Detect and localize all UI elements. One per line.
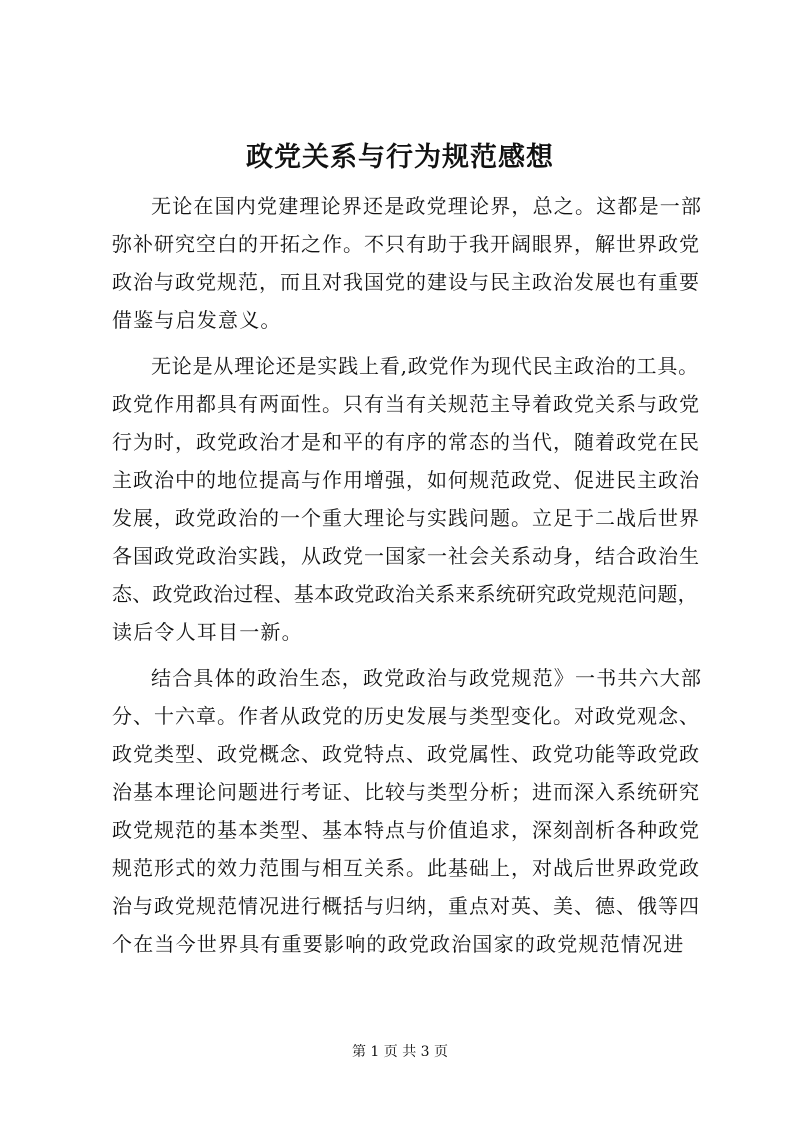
paragraph-3 <box>112 659 702 963</box>
text-line: 主政治中的地位提高与作用增强，如何规范政党、促进民主政治 <box>112 468 700 492</box>
text-line: 态、政党政治过程、基本政党政治关系来系统研究政党规范问题， <box>112 582 698 606</box>
text-line: 读后令人耳目一新。 <box>112 620 303 644</box>
text-line: 个在当今世界具有重要影响的政党政治国家的政党规范情况进 <box>112 932 685 956</box>
page-number-label: 第 1 页 共 3 页 <box>351 1044 449 1060</box>
document-body <box>112 187 702 971</box>
text-line: 发展，政党政治的一个重大理论与实践问题。立足于二战后世界 <box>112 506 700 530</box>
text-line: 借鉴与启发意义。 <box>112 308 282 332</box>
document-title: 政党关系与行为规范感想 <box>246 142 554 173</box>
text-line: 规范形式的效力范围与相互关系。此基础上，对战后世界政党政 <box>112 856 700 880</box>
text-line: 政党类型、政党概念、政党特点、政党属性、政党功能等政党政 <box>112 742 700 766</box>
text-line: 无论在国内党建理论界还是政党理论界，总之。这都是一部 <box>151 194 703 218</box>
text-line: 分、十六章。作者从政党的历史发展与类型变化。对政党观念、 <box>112 704 700 728</box>
paragraph-1 <box>112 187 702 339</box>
text-line: 政党规范的基本类型、基本特点与价值追求，深刻剖析各种政党 <box>112 818 700 842</box>
text-line: 无论是从理论还是实践上看,政党作为现代民主政治的工具。 <box>151 354 699 378</box>
text-line: 各国政党政治实践，从政党一国家一社会关系动身，结合政治生 <box>112 544 700 568</box>
page-footer <box>0 1042 800 1062</box>
text-line: 政党作用都具有两面性。只有当有关规范主导着政党关系与政党 <box>112 392 700 416</box>
text-line: 结合具体的政治生态，政党政治与政党规范》一书共六大部 <box>151 666 703 690</box>
text-line: 治基本理论问题进行考证、比较与类型分析；进而深入系统研究 <box>112 780 700 804</box>
text-line: 政治与政党规范，而且对我国党的建设与民主政治发展也有重要 <box>112 270 700 294</box>
text-line: 治与政党规范情况进行概括与归纳，重点对英、美、德、俄等四 <box>112 894 700 918</box>
text-line: 行为时，政党政治才是和平的有序的常态的当代，随着政党在民 <box>112 430 700 454</box>
text-line: 弥补研究空白的开拓之作。不只有助于我开阔眼界，解世界政党 <box>112 232 700 256</box>
paragraph-2 <box>112 347 702 651</box>
